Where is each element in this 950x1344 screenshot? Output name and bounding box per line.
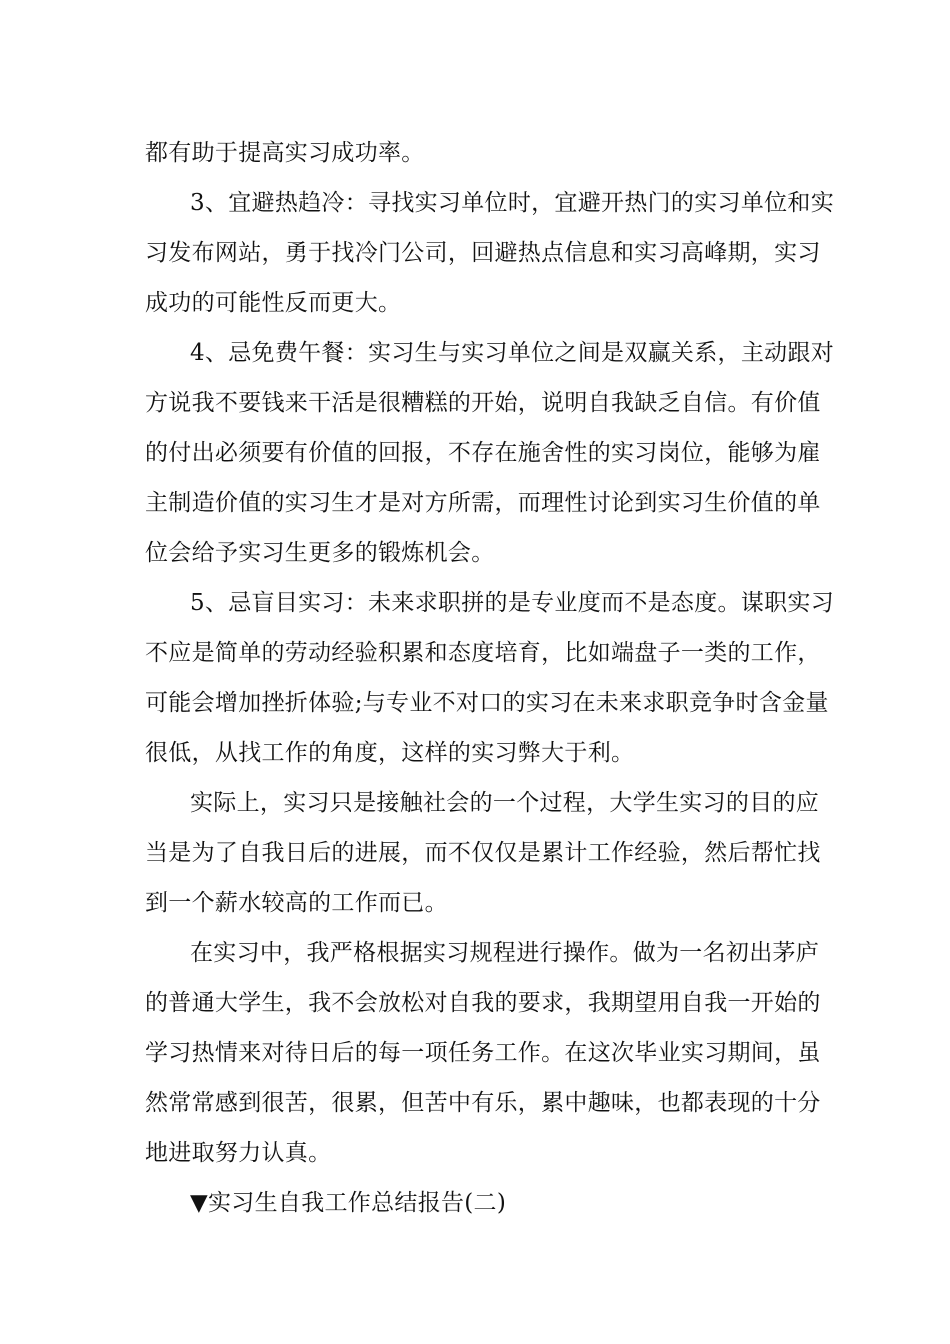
text-line: 可能会增加挫折体验;与专业不对口的实习在未来求职竞争时含金量 [145, 690, 829, 716]
section-heading: ▼实习生自我工作总结报告(二) [190, 1190, 507, 1216]
text-line: 学习热情来对待日后的每一项任务工作。在这次毕业实习期间，虽 [145, 1040, 821, 1066]
text-line: 然常常感到很苦，很累，但苦中有乐，累中趣味，也都表现的十分 [145, 1090, 821, 1116]
text-line: 主制造价值的实习生才是对方所需，而理性讨论到实习生价值的单 [145, 490, 821, 516]
text-line: 方说我不要钱来干活是很糟糕的开始，说明自我缺乏自信。有价值 [145, 390, 821, 416]
text-line: 在实习中，我严格根据实习规程进行操作。做为一名初出茅庐 [190, 940, 820, 966]
text-line: 的付出必须要有价值的回报，不存在施舍性的实习岗位，能够为雇 [145, 440, 821, 466]
text-line: 的普通大学生，我不会放松对自我的要求，我期望用自我一开始的 [145, 990, 821, 1016]
text-line: 习发布网站，勇于找冷门公司，回避热点信息和实习高峰期，实习 [145, 240, 821, 266]
text-line: 4、忌免费午餐：实习生与实习单位之间是双赢关系，主动跟对 [190, 340, 835, 366]
text-line: 很低，从找工作的角度，这样的实习弊大于利。 [145, 740, 635, 766]
text-line: 3、宜避热趋冷：寻找实习单位时，宜避开热门的实习单位和实 [190, 190, 835, 216]
text-line: 位会给予实习生更多的锻炼机会。 [145, 540, 495, 566]
text-line: 5、忌盲目实习：未来求职拼的是专业度而不是态度。谋职实习 [190, 590, 835, 616]
text-line: 成功的可能性反而更大。 [145, 290, 402, 316]
text-line: 不应是简单的劳动经验积累和态度培育，比如端盘子一类的工作， [145, 640, 821, 666]
text-line: 都有助于提高实习成功率。 [145, 140, 425, 166]
text-line: 实际上，实习只是接触社会的一个过程，大学生实习的目的应 [190, 790, 820, 816]
text-line: 当是为了自我日后的进展，而不仅仅是累计工作经验，然后帮忙找 [145, 840, 821, 866]
text-line: 到一个薪水较高的工作而已。 [145, 890, 448, 916]
text-line: 地进取努力认真。 [145, 1140, 332, 1166]
